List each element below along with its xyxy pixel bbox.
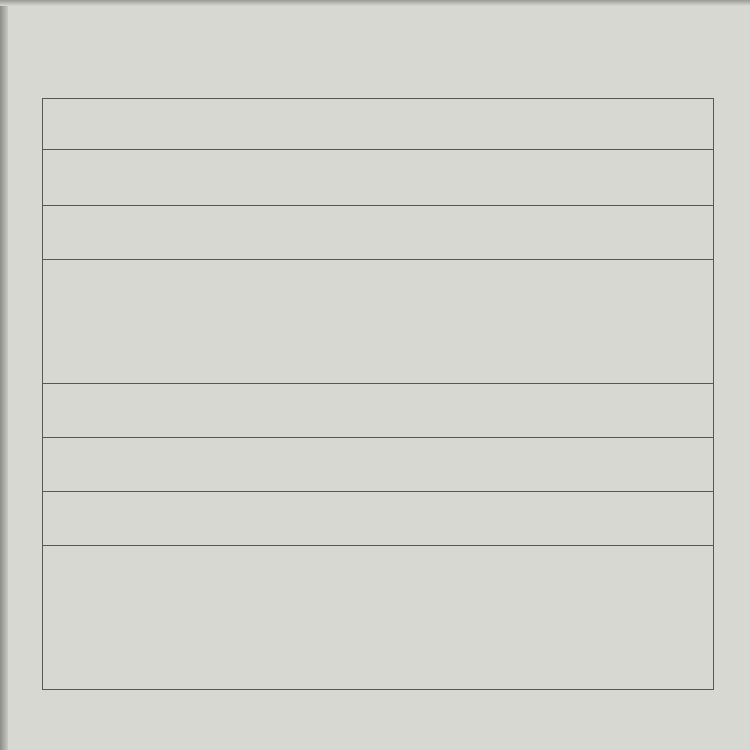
row-divider <box>43 383 713 384</box>
row-divider <box>43 205 713 206</box>
row-divider <box>43 149 713 150</box>
row-divider <box>43 491 713 492</box>
row-divider <box>43 437 713 438</box>
materials-table <box>42 98 714 690</box>
row-divider <box>43 545 713 546</box>
page-shadow-top <box>0 0 750 6</box>
row-divider <box>43 259 713 260</box>
page-shadow-left <box>0 0 8 750</box>
